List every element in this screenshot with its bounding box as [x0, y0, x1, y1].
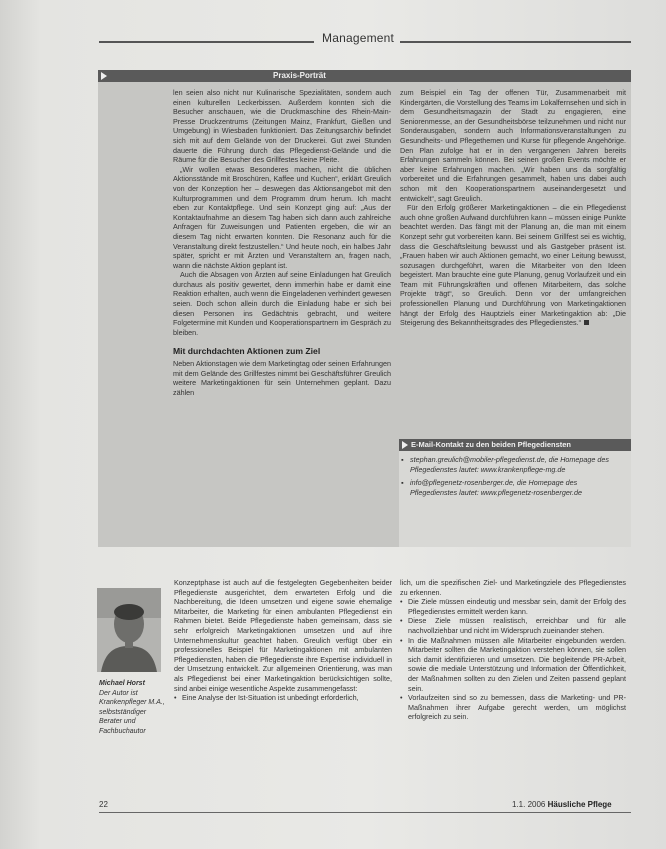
bottom-column-2	[400, 578, 626, 722]
paragraph: zum Beispiel ein Tag der offenen Tür, Zusammenarbeit mit Kindergärten, die Vorstellung des Teams im Lokalfernsehen und sich in dem Gesundheitsmagazin der Stadt zu engagieren, eine Seniorenmesse, an der Gesundheitsbörse teilzunehmen und nicht nur Sonderausgaben, sondern auch Informationsveranstaltungen zu Gesundheits- und Pflegethemen und Kurse für pflegende Angehörige. Den Plan zufolge hat er in den vergangenen Jahren bereits Erfahrungen sammeln können. Bei seinen großen Events möchte er aber keine Erfahrungen machen. „Wir haben uns da sorgfältig vorbereitet und die Erfahrungen gesammelt, haben uns dabei auch schon mit den Kooperationspartnern auseinandergesetzt und entwickelt“, sagt Greulich.	[400, 88, 627, 203]
end-mark-icon	[584, 320, 589, 325]
page-number: 22	[99, 800, 108, 809]
footer-publication	[512, 800, 612, 809]
footer-rule	[99, 812, 631, 813]
author-bio: Der Autor ist Krankenpfleger M.A., selbstständiger Berater und Fachbuchautor	[99, 689, 165, 735]
list-item: • Vorlaufzeiten sind so zu bemessen, dass die Marketing- und PR-Maßnahmen ihrer Aufgabe gerecht werden, um möglichst erfolgreich zu sein.	[400, 693, 626, 722]
section-title: Management	[322, 31, 395, 45]
paragraph: Konzeptphase ist auch auf die festgelegten Gegebenheiten beider Pflegedienste ausgerichtet, dem erwarteten Erfolg und die Nachbereitung, die Ideen umsetzen und eigene sowie ehemalige Mitarbeiter, die Marketing für einen ambulanten Pflegedienst ein Rahmen bietet. Beide Pflegedienste haben gemeinsam, dass sie sehr erfolgreich Marketingaktionen umsetzen und auf ihre Unternehmenskultur geachtet haben. Greulich verfügt über ein professionelles Beispiel für Marketingaktionen mit ambulanten Pflegediensten, haben die Pflegedienste ihre Expertise individuell in der Umsetzung entwickelt. Zur allgemeinen Orientierung, was man als Pflegedienst bei einer Marketingaktion berücksichtigen sollte, sind anbei einige wesentliche Aspekte zusammengefasst:	[174, 578, 392, 693]
paragraph: Neben Aktionstagen wie dem Marketingtag oder seinen Erfahrungen mit dem Gelände des Grillfestes nimmt bei Geschäftsführer Greulich weitere Marketingaktionen für sein Unternehmen geplant. Dazu zählen	[173, 359, 391, 397]
email-item: ▪ stephan.greulich@mobiler-pflegedienst.de, die Homepage des Pflegedienstes lautet: www.krankenpflege-mg.de	[401, 455, 625, 474]
portrait-column-2	[400, 88, 626, 328]
email-list	[401, 455, 625, 501]
email-bar	[399, 439, 631, 451]
author-caption	[99, 679, 165, 736]
author-name: Michael Horst	[99, 680, 145, 687]
magazine-name: Häusliche Pflege	[547, 800, 612, 809]
paragraph: „Wir wollen etwas Besonderes machen, nicht die üblichen Aktionsstände mit Broschüren, Kaffee und Kuchen“, erklärt Greulich von der Konzeption her – deswegen das Aktionsangebot mit den Kulturprogrammen und dem Programm drum herum. Ich macht eben zur Kontaktpflege. Und sein Konzept ging auf: „Aus der Kontaktaufnahme an diesem Tag haben sich dann auch zahlreiche Anfragen für Zuweisungen und Patienten ergeben, die wir an diesem Tag nicht erwarten konnten. Die Resonanz auch für die Veranstaltung direkt festzustellen.“ Und heute noch, ein halbes Jahr später, spricht er mit Ärzten und Veranstaltern an, fragen nach, wann die nächste Aktion geplant ist.	[173, 164, 391, 270]
paragraph: lich, um die spezifischen Ziel- und Marketingziele des Pflegedienstes zu erkennen.	[400, 578, 626, 597]
paragraph: len seien also nicht nur Kulinarische Spezialitäten, sondern auch einen kulturellen Leckerbissen. Außerdem konnten sich die Besucher anschauen, wie die Druckmaschine des Rhein-Main-Presse Druckzentrums (Zeitungen Mainz, Frankfurt, Gießen und Umgebung) in Wiesbaden funktioniert. Das Zeitungsarchiv befindet sich mit auf dem Gelände von der Druckerei. Gut zwei Stunden dauerte die Führung durch das Pflegedienst-Gelände und die Räume für die Besucher des Grillfestes keine Pleite.	[173, 88, 391, 165]
author-photo-image	[97, 588, 161, 672]
bottom-column-1	[174, 578, 392, 703]
paragraph-text: Für den Erfolg größerer Marketingaktionen – die ein Pflegedienst auch ohne großen Aufwand durchführen kann – müssen einige Punkte beachtet werden. Das fängt mit der Planung an, die man mit einem Konzept sehr gut vorbereiten kann. Bei seinem Grillfest sei es wichtig, dass die Geschäftsleitung bewusst und als Gastgeber präsent ist. „Frauen haben wir auch Aktionen gemacht, wo einer Leitung bewusst, sozusagen durchgeführt, waren die Mitarbeiter von den Ideen begeistert. Man brauchte eine gute Planung, genug Vorlaufzeit und ein Team mit Führungskräften und offenen Mitarbeitern, das solche Projekte trägt“, so Greulich. Denn vor der umfangreichen professionellen Planung und Durchführung von Marketingaktionen hängt der Erfolg des Hauptziels einer Marketingaktion ab: „Die Steigerung des Bekanntheitsgrades des Pflegedienstes.“	[400, 203, 626, 328]
header-rule-right	[400, 41, 631, 43]
portrait-bar	[98, 70, 631, 82]
portrait-column-1	[173, 88, 391, 397]
paragraph	[400, 203, 626, 328]
list-item: • Diese Ziele müssen realistisch, erreichbar und für alle nachvollziehbar und nicht im Widerspruch zueinander stehen.	[400, 616, 626, 635]
email-box-title: E-Mail-Kontakt zu den beiden Pflegediensten	[411, 440, 572, 449]
header-rule-left	[99, 41, 314, 43]
paragraph: Auch die Absagen von Ärzten auf seine Einladungen hat Greulich durchaus als positiv gewertet, denn immerhin habe er damit eine Reaktion erhalten, auch wenn die Eingeladenen verhindert gewesen seien. Doch schon allein durch die Einladung habe er sich bei diesen Personen ins Gedächtnis gebracht, und weitere Folgetermine mit Kunden und Kooperationspartnern im Gespräch zu bleiben.	[173, 270, 391, 337]
triangle-icon	[402, 441, 408, 449]
issue-date: 1.1. 2006	[512, 800, 546, 809]
subheading: Mit durchdachten Aktionen zum Ziel	[173, 346, 321, 357]
portrait-label: Praxis-Porträt	[273, 71, 326, 80]
author-photo	[97, 588, 161, 672]
list-item: • Eine Analyse der Ist-Situation ist unbedingt erforderlich,	[174, 693, 392, 703]
triangle-icon	[101, 72, 107, 80]
email-item: ▪ info@pflegenetz-rosenberger.de, die Homepage des Pflegedienstes lautet: www.pflegenetz-rosenberger.de	[401, 478, 625, 497]
list-item: • In die Maßnahmen müssen alle Mitarbeiter eingebunden werden. Mitarbeiter sollten die Marketingaktion verstehen können, sie sollen sich damit identifizieren und umsetzen. Die begleitende PR-Arbeit, sowie die mediale Unterstützung und Information der Öffentlichkeit, der Maßnahmen sollten zu den Zielen und Zeiten passend geplant sein.	[400, 636, 626, 694]
list-item: • Die Ziele müssen eindeutig und messbar sein, damit der Erfolg des Pflegedienstes ermittelt werden kann.	[400, 597, 626, 616]
